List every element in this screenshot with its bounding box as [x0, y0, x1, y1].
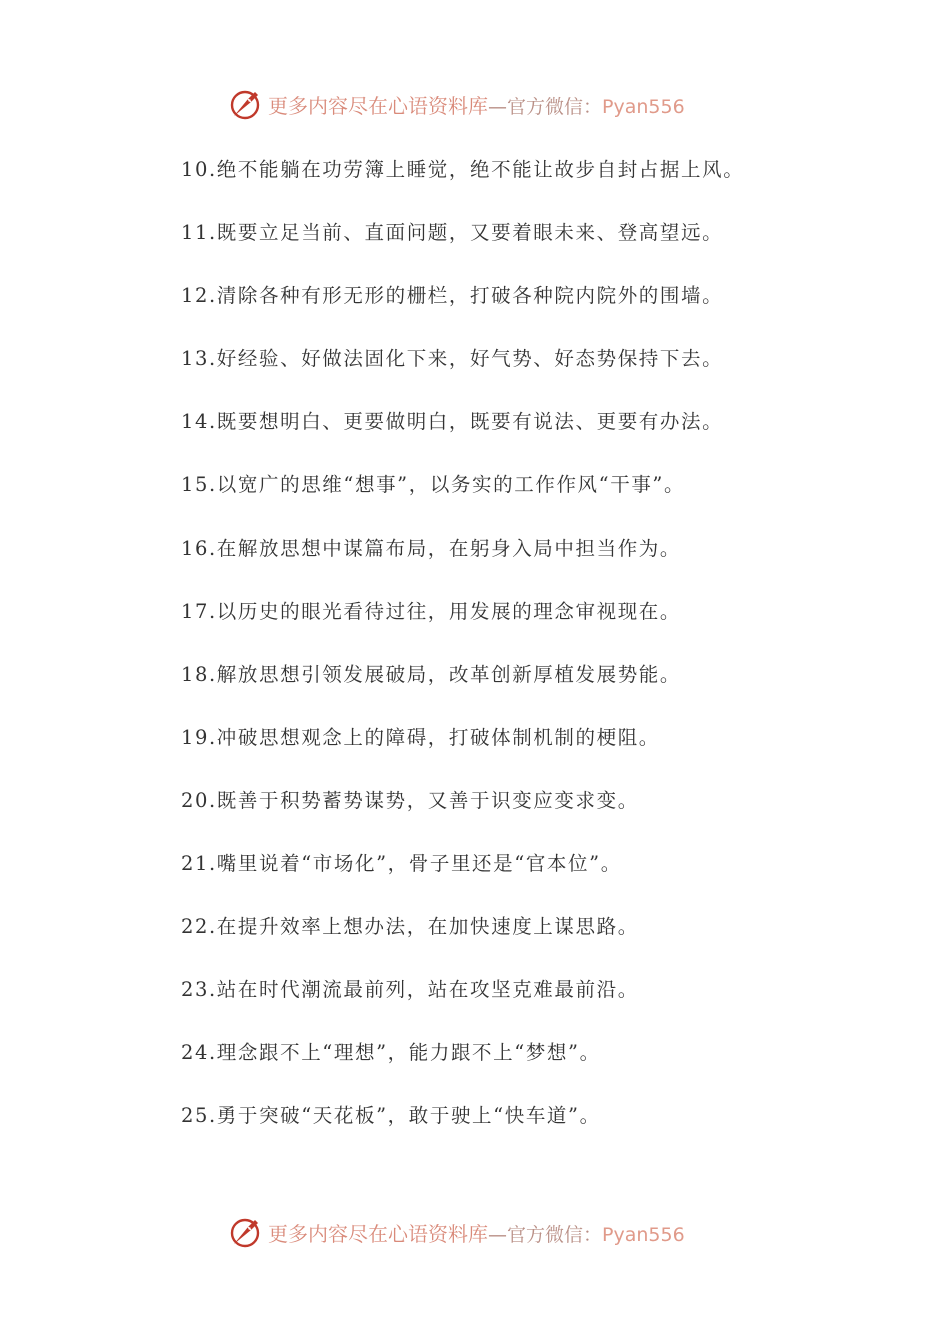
- quote-list: [181, 154, 901, 1164]
- list-item: 10.绝不能躺在功劳簿上睡觉，绝不能让故步自封占据上风。: [181, 158, 745, 181]
- footer-banner: [228, 1212, 748, 1252]
- footer-banner-text: [268, 1218, 685, 1247]
- list-item: 19.冲破思想观念上的障碍，打破体制机制的梗阻。: [181, 725, 660, 749]
- list-item: 20.既善于积势蓄势谋势，又善于识变应变求变。: [181, 788, 639, 812]
- pen-nib-logo-icon: [228, 1214, 264, 1250]
- list-item: 23.站在时代潮流最前列，站在攻坚克难最前沿。: [181, 978, 639, 1002]
- footer-wechat-id: Pyan556: [602, 1223, 685, 1246]
- header-brand: 更多内容尽在心语资料库: [268, 93, 488, 118]
- pen-nib-logo-icon: [228, 86, 264, 122]
- footer-official: 官方微信：: [507, 1223, 603, 1246]
- list-item: 24.理念跟不上“理想”，能力跟不上“梦想”。: [181, 1041, 601, 1065]
- header-official: 官方微信：: [507, 95, 603, 118]
- list-item: 14.既要想明白、更要做明白，既要有说法、更要有办法。: [181, 410, 724, 434]
- list-item: 15.以宽广的思维“想事”，以务实的工作作风“干事”。: [181, 473, 686, 497]
- list-item: 17.以历史的眼光看待过往，用发展的理念审视现在。: [181, 599, 682, 623]
- list-item: 21.嘴里说着“市场化”，骨子里还是“官本位”。: [181, 852, 622, 876]
- footer-separator: —: [488, 1223, 507, 1246]
- list-item: 22.在提升效率上想办法，在加快速度上谋思路。: [181, 915, 639, 939]
- list-item: 16.在解放思想中谋篇布局，在躬身入局中担当作为。: [181, 536, 682, 560]
- footer-brand: 更多内容尽在心语资料库: [268, 1221, 488, 1246]
- list-item: 13.好经验、好做法固化下来，好气势、好态势保持下去。: [181, 347, 724, 371]
- header-banner-text: [268, 90, 685, 119]
- list-item: 25.勇于突破“天花板”，敢于驶上“快车道”。: [181, 1104, 601, 1128]
- header-wechat-id: Pyan556: [602, 95, 685, 118]
- list-item: 18.解放思想引领发展破局，改革创新厚植发展势能。: [181, 662, 682, 686]
- header-separator: —: [488, 95, 507, 118]
- header-banner: [228, 84, 748, 124]
- list-item: 12.清除各种有形无形的栅栏，打破各种院内院外的围墙。: [181, 284, 724, 308]
- list-item: 11.既要立足当前、直面问题，又要着眼未来、登高望远。: [181, 221, 724, 245]
